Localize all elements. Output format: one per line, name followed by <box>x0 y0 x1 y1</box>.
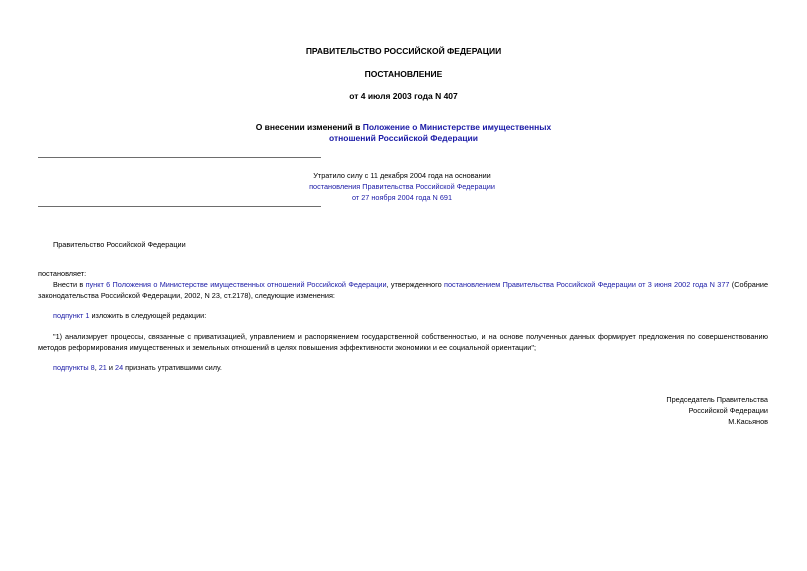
document-date-number: от 4 июля 2003 года N 407 <box>349 91 458 101</box>
document-title <box>0 122 807 133</box>
signature-name: М.Касьянов <box>728 417 768 426</box>
subclause-8-link[interactable]: подпункты 8 <box>53 363 95 372</box>
subclause-1-link[interactable]: подпункт 1 <box>53 311 90 320</box>
resolution-377-link[interactable]: постановлением Правительства Российской Федерации от 3 июня 2002 года N 377 <box>444 280 730 289</box>
divider-bottom <box>38 206 321 207</box>
p2-text: изложить в следующей редакции: <box>89 311 207 320</box>
subclause-21-link[interactable]: 21 <box>98 363 107 372</box>
status-note-line2 <box>200 181 604 192</box>
title-prefix: О внесении изменений в <box>255 122 363 132</box>
p1-lead: Внести в <box>53 280 86 289</box>
resolves-text: постановляет: <box>38 269 87 278</box>
document-type: ПОСТАНОВЛЕНИЕ <box>364 69 443 79</box>
p4-sep2: и <box>106 363 116 372</box>
paragraph-new-wording: "1) анализирует процессы, связанные с приватизацией, управлением и распоряжением государственной собственностью, и на основе полученных данных формирует предложения по совершенствованию методов реформирования имущественных и земельных отношений в целях повышения эффективности экономики и ее социальной ориентации"; <box>38 332 768 352</box>
issuer-text: Правительство Российской Федерации <box>53 240 186 249</box>
regulation-link[interactable]: Положение о Министерстве имущественных <box>362 122 552 132</box>
status-note-line1: Утратило силу с 11 декабря 2004 года на основании <box>313 171 491 180</box>
regulation-link-continued[interactable]: отношений Российской Федерации <box>328 133 479 143</box>
subclause-24-link[interactable]: 24 <box>115 363 124 372</box>
status-note-line3 <box>200 192 604 203</box>
paragraph-repeal <box>53 362 222 373</box>
repeal-resolution-date-link[interactable]: от 27 ноября 2004 года N 691 <box>351 193 453 202</box>
repeal-resolution-link[interactable]: постановления Правительства Российской Федерации <box>309 182 495 191</box>
government-heading: ПРАВИТЕЛЬСТВО РОССИЙСКОЙ ФЕДЕРАЦИИ <box>305 46 502 56</box>
p1-tail: (Собрание законодательства Российской Федерации, 2002, N 23, ст.2178), следующие изменения: <box>38 280 769 300</box>
divider-top <box>38 157 321 158</box>
p4-sep1: , <box>94 363 99 372</box>
p1-mid: , утвержденного <box>386 280 445 289</box>
p4-text: признать утратившими силу. <box>123 363 222 372</box>
signature-title: Председатель Правительства <box>666 395 768 404</box>
document-title-line2 <box>0 133 807 144</box>
signature-org: Российской Федерации <box>688 406 768 415</box>
clause-6-link[interactable]: пункт 6 Положения о Министерстве имущественных отношений Российской Федерации <box>85 280 387 289</box>
paragraph-subclause <box>53 310 206 321</box>
paragraph-amendment <box>38 279 768 301</box>
